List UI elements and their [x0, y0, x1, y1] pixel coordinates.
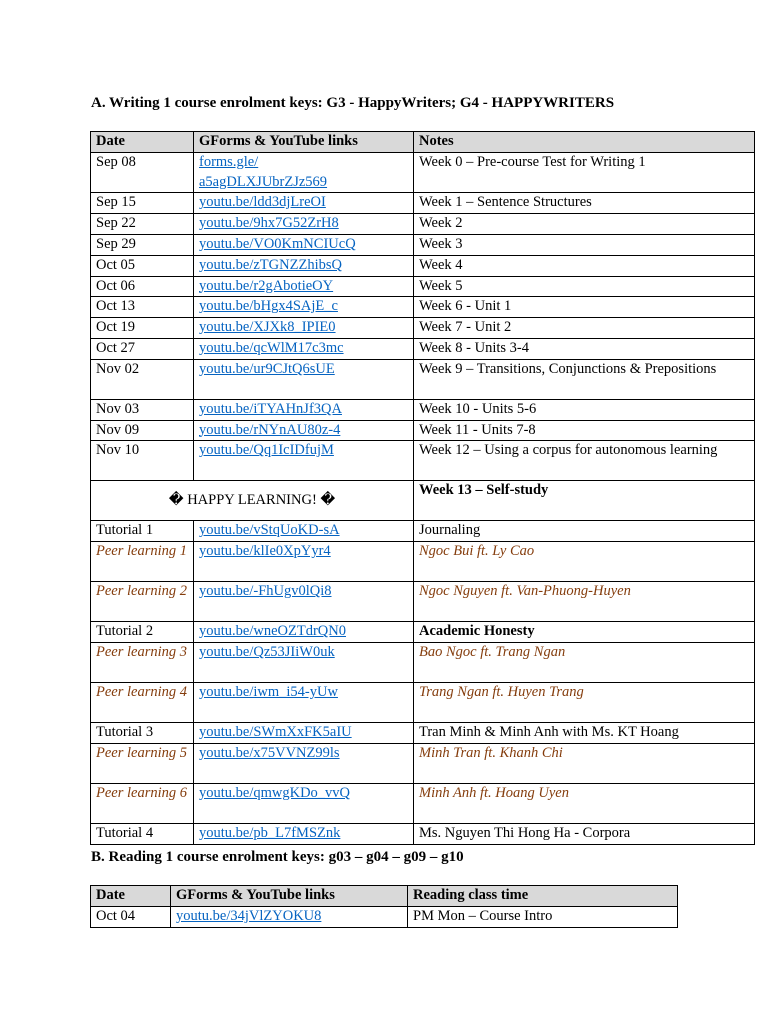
note-cell: Week 13 – Self-study: [414, 481, 755, 521]
header-date: Date: [91, 886, 171, 907]
note-cell: Bao Ngoc ft. Trang Ngan: [414, 642, 755, 682]
table-row: [91, 338, 755, 359]
note-cell: Week 2: [414, 214, 755, 235]
note-cell: Minh Tran ft. Khanh Chi: [414, 743, 755, 783]
link-cell: [194, 441, 414, 481]
youtube-link[interactable]: youtu.be/x75VVNZ99ls: [199, 744, 340, 761]
link-cell: [194, 255, 414, 276]
youtube-link[interactable]: youtu.be/ldd3djLreOI: [199, 194, 326, 211]
note-cell: Week 1 – Sentence Structures: [414, 193, 755, 214]
link-cell: [194, 193, 414, 214]
note-cell: Tran Minh & Minh Anh with Ms. KT Hoang: [414, 722, 755, 743]
youtube-link[interactable]: youtu.be/wneOZTdrQN0: [199, 623, 346, 640]
link-cell: [194, 399, 414, 420]
date-cell: Sep 22: [91, 214, 194, 235]
table-row: [91, 783, 755, 823]
date-cell: Tutorial 2: [91, 622, 194, 643]
note-cell: PM Mon – Course Intro: [408, 906, 678, 927]
youtube-link[interactable]: youtu.be/-FhUgv0lQi8: [199, 583, 332, 600]
table-row: [91, 234, 755, 255]
date-cell: Nov 03: [91, 399, 194, 420]
table-row: [91, 622, 755, 643]
link-cell: [194, 338, 414, 359]
youtube-link[interactable]: youtu.be/Qz53JIiW0uk: [199, 643, 335, 660]
date-cell: Tutorial 1: [91, 521, 194, 542]
youtube-link[interactable]: youtu.be/XJXk8_IPIE0: [199, 319, 336, 336]
date-cell: Oct 05: [91, 255, 194, 276]
link-cell: [194, 582, 414, 622]
table-row: [91, 359, 755, 399]
note-cell: Week 11 - Units 7-8: [414, 420, 755, 441]
note-cell: Minh Anh ft. Hoang Uyen: [414, 783, 755, 823]
table-row: [91, 318, 755, 339]
section-b-heading: B. Reading 1 course enrolment keys: g03 – g04 – g09 – g10: [91, 849, 464, 865]
note-cell: Week 10 - Units 5-6: [414, 399, 755, 420]
table-row: [91, 214, 755, 235]
note-cell: Week 9 – Transitions, Conjunctions & Prepositions: [414, 359, 755, 399]
link-cell: [194, 722, 414, 743]
youtube-link[interactable]: youtu.be/ur9CJtQ6sUE: [199, 360, 335, 377]
link-cell: [194, 276, 414, 297]
note-cell: Academic Honesty: [414, 622, 755, 643]
link-cell: [194, 214, 414, 235]
note-cell: Ngoc Bui ft. Ly Cao: [414, 542, 755, 582]
youtube-link[interactable]: youtu.be/pb_L7fMSZnk: [199, 824, 341, 841]
date-cell: Nov 09: [91, 420, 194, 441]
happy-learning-cell: � HAPPY LEARNING! �: [91, 481, 414, 521]
youtube-link[interactable]: forms.gle/ a5agDLXJUbrZJz569: [199, 153, 328, 190]
table-header-row: [91, 132, 755, 153]
date-cell: Oct 04: [91, 906, 171, 927]
date-cell: Oct 06: [91, 276, 194, 297]
link-cell: [194, 642, 414, 682]
table-row: [91, 682, 755, 722]
reading-course-table: [90, 885, 678, 928]
table-row: [91, 255, 755, 276]
table-row: [91, 399, 755, 420]
link-cell: [194, 359, 414, 399]
header-links: GForms & YouTube links: [194, 132, 414, 153]
table-row: [91, 276, 755, 297]
table-row: [91, 193, 755, 214]
writing-course-table: [90, 131, 755, 845]
note-cell: Week 5: [414, 276, 755, 297]
date-cell: Nov 02: [91, 359, 194, 399]
note-cell: Journaling: [414, 521, 755, 542]
youtube-link[interactable]: youtu.be/SWmXxFK5aIU: [199, 723, 352, 740]
link-cell: [194, 234, 414, 255]
link-cell: [194, 542, 414, 582]
table-row: [91, 441, 755, 481]
section-a-heading: A. Writing 1 course enrolment keys: G3 - HappyWriters; G4 - HAPPYWRITERS: [91, 95, 615, 111]
table-row: [91, 481, 755, 521]
link-cell: [194, 823, 414, 844]
table-row: [91, 297, 755, 318]
date-cell: Sep 08: [91, 152, 194, 193]
note-cell: Week 0 – Pre-course Test for Writing 1: [414, 152, 755, 193]
link-cell: [194, 521, 414, 542]
youtube-link[interactable]: youtu.be/rNYnAU80z-4: [199, 421, 341, 438]
header-class-time: Reading class time: [408, 886, 678, 907]
table-row: [91, 582, 755, 622]
youtube-link[interactable]: youtu.be/qcWlM17c3mc: [199, 339, 344, 356]
youtube-link[interactable]: youtu.be/9hx7G52ZrH8: [199, 215, 339, 232]
table-header-row: [91, 886, 678, 907]
note-cell: Trang Ngan ft. Huyen Trang: [414, 682, 755, 722]
link-cell: [194, 152, 414, 193]
link-cell: [194, 318, 414, 339]
note-cell: Week 12 – Using a corpus for autonomous learning: [414, 441, 755, 481]
header-links: GForms & YouTube links: [171, 886, 408, 907]
date-cell: Peer learning 4: [91, 682, 194, 722]
header-notes: Notes: [414, 132, 755, 153]
table-row: [91, 642, 755, 682]
note-cell: Week 7 - Unit 2: [414, 318, 755, 339]
youtube-link[interactable]: youtu.be/bHgx4SAjE_c: [199, 298, 338, 315]
youtube-link[interactable]: youtu.be/vStqUoKD-sA: [199, 522, 340, 539]
header-date: Date: [91, 132, 194, 153]
table-row: [91, 521, 755, 542]
link-cell: [194, 682, 414, 722]
table-row: [91, 722, 755, 743]
note-cell: Week 4: [414, 255, 755, 276]
date-cell: Peer learning 1: [91, 542, 194, 582]
date-cell: Oct 19: [91, 318, 194, 339]
date-cell: Nov 10: [91, 441, 194, 481]
table-row: [91, 420, 755, 441]
note-cell: Week 8 - Units 3-4: [414, 338, 755, 359]
date-cell: Sep 15: [91, 193, 194, 214]
date-cell: Peer learning 6: [91, 783, 194, 823]
note-cell: Ngoc Nguyen ft. Van-Phuong-Huyen: [414, 582, 755, 622]
link-cell: [194, 783, 414, 823]
date-cell: Oct 13: [91, 297, 194, 318]
table-row: [91, 743, 755, 783]
date-cell: Oct 27: [91, 338, 194, 359]
youtube-link[interactable]: youtu.be/VO0KmNCIUcQ: [199, 235, 356, 252]
youtube-link[interactable]: youtu.be/zTGNZZhibsQ: [199, 256, 342, 273]
date-cell: Peer learning 5: [91, 743, 194, 783]
note-cell: Week 6 - Unit 1: [414, 297, 755, 318]
youtube-link[interactable]: youtu.be/iwm_i54-yUw: [199, 683, 338, 700]
youtube-link[interactable]: youtu.be/34jVlZYOKU8: [176, 907, 322, 924]
youtube-link[interactable]: youtu.be/Qq1IcIDfujM: [199, 442, 334, 459]
youtube-link[interactable]: youtu.be/qmwgKDo_vvQ: [199, 784, 351, 801]
note-cell: Week 3: [414, 234, 755, 255]
date-cell: Tutorial 4: [91, 823, 194, 844]
table-row: [91, 823, 755, 844]
link-cell: [194, 622, 414, 643]
table-row: [91, 542, 755, 582]
youtube-link[interactable]: youtu.be/iTYAHnJf3QA: [199, 400, 342, 417]
date-cell: Peer learning 3: [91, 642, 194, 682]
date-cell: Tutorial 3: [91, 722, 194, 743]
note-cell: Ms. Nguyen Thi Hong Ha - Corpora: [414, 823, 755, 844]
youtube-link[interactable]: youtu.be/r2gAbotieOY: [199, 277, 334, 294]
date-cell: Sep 29: [91, 234, 194, 255]
youtube-link[interactable]: youtu.be/klIe0XpYyr4: [199, 543, 331, 560]
link-cell: [194, 297, 414, 318]
link-cell: [194, 420, 414, 441]
table-row: [91, 906, 678, 927]
date-cell: Peer learning 2: [91, 582, 194, 622]
link-cell: [171, 906, 408, 927]
link-cell: [194, 743, 414, 783]
table-row: [91, 152, 755, 193]
